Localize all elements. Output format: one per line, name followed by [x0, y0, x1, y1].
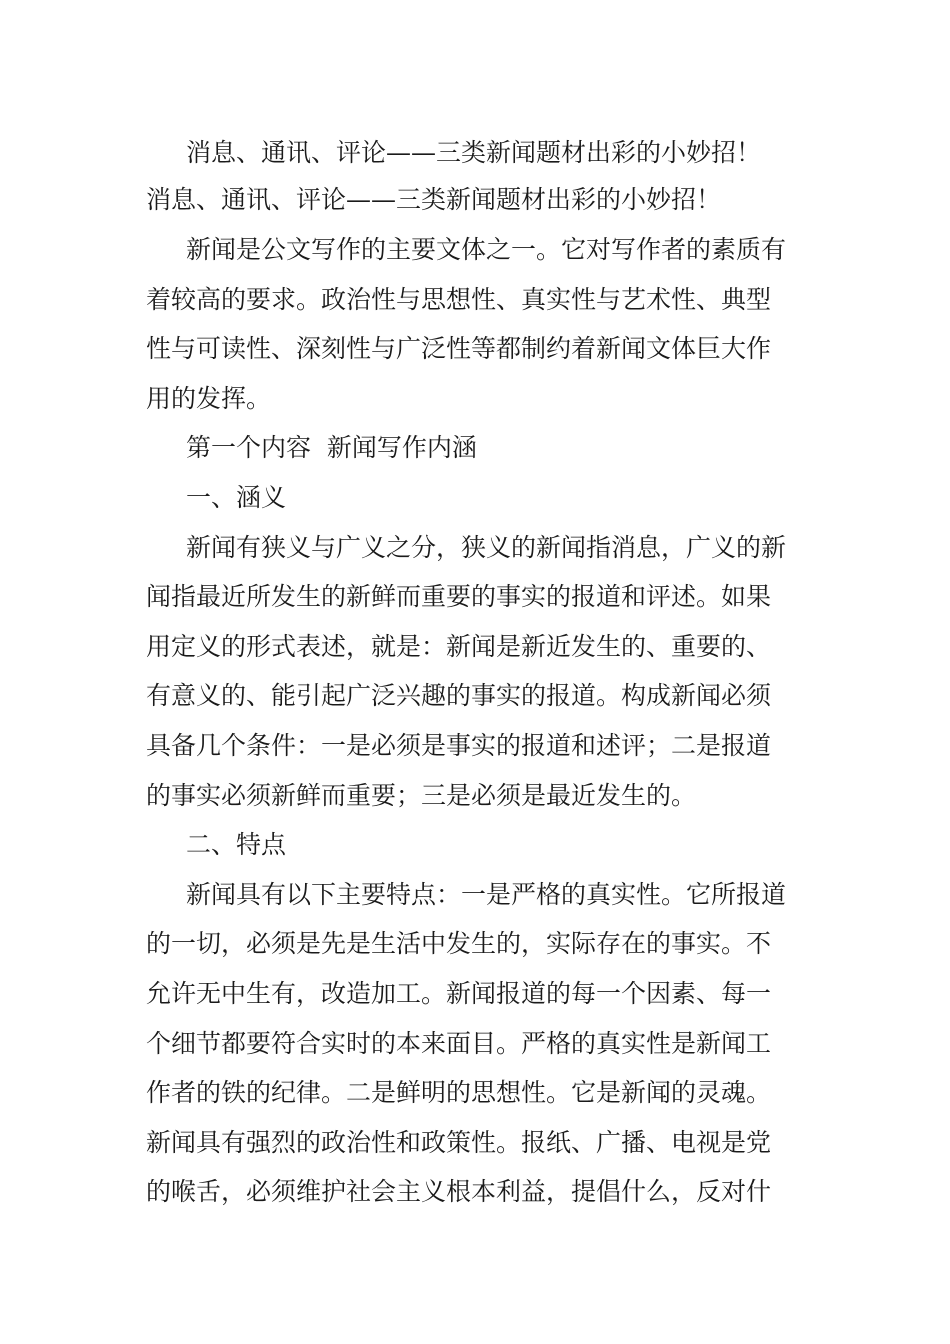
text-line: 的一切，必须是先是生活中发生的，实际存在的事实。不: [146, 929, 772, 959]
document-page: [146, 129, 806, 1217]
text-line: 的事实必须新鲜而重要；三是必须是最近发生的。: [146, 780, 697, 810]
text-line: 新闻具有以下主要特点：一是严格的真实性。它所报道: [186, 879, 787, 909]
text-line: 用的发挥。: [146, 383, 272, 413]
text-line: 允许无中生有，改造加工。新闻报道的每一个因素、每一: [146, 978, 772, 1008]
part1-paragraph: [146, 523, 806, 821]
text-line: 性与可读性、深刻性与广泛性等都制约着新闻文体巨大作: [146, 334, 772, 364]
text-line: 具备几个条件：一是必须是事实的报道和述评；二是报道: [146, 730, 772, 760]
document-subtitle: 消息、通讯、评论——三类新闻题材出彩的小妙招！: [146, 185, 722, 214]
text-line: 个细节都要符合实时的本来面目。严格的真实性是新闻工: [146, 1028, 772, 1058]
text-line: 用定义的形式表述，就是：新闻是新近发生的、重要的、: [146, 631, 772, 661]
section-heading: 第一个内容 新闻写作内涵: [186, 433, 477, 463]
part2-heading: 二、特点: [186, 830, 287, 860]
text-line: 着较高的要求。政治性与思想性、真实性与艺术性、典型: [146, 284, 772, 314]
text-line: 作者的铁的纪律。二是鲜明的思想性。它是新闻的灵魂。: [146, 1078, 772, 1108]
intro-paragraph: [146, 225, 806, 423]
text-line: 新闻具有强烈的政治性和政策性。报纸、广播、电视是党: [146, 1127, 772, 1157]
text-line: 的喉舌，必须维护社会主义根本利益，提倡什么，反对什: [146, 1177, 772, 1207]
part1-heading: 一、涵义: [186, 482, 287, 512]
text-line: 闻指最近所发生的新鲜而重要的事实的报道和评述。如果: [146, 582, 772, 612]
text-line: 有意义的、能引起广泛兴趣的事实的报道。构成新闻必须: [146, 681, 772, 711]
text-line: 新闻是公文写作的主要文体之一。它对写作者的素质有: [186, 235, 787, 264]
document-title: 消息、通讯、评论——三类新闻题材出彩的小妙招！: [186, 138, 762, 167]
text-line: 新闻有狭义与广义之分，狭义的新闻指消息，广义的新: [186, 532, 787, 562]
part2-paragraph: [146, 870, 806, 1217]
